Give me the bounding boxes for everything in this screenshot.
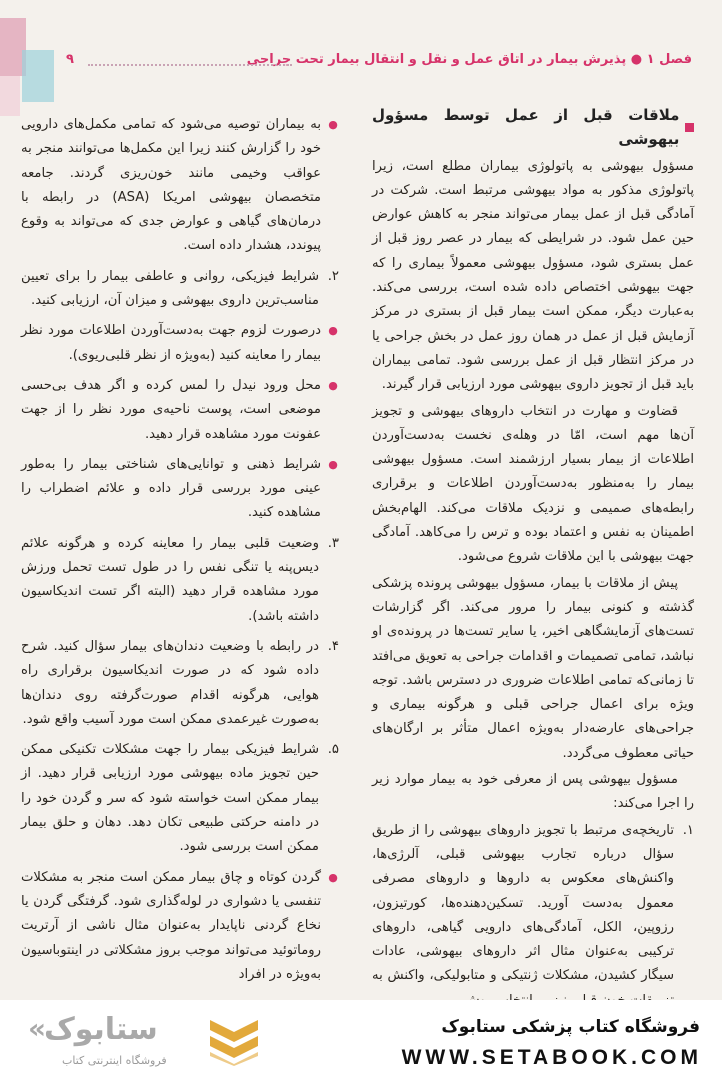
decor-block-light-pink <box>0 76 20 116</box>
item-text: شرایط فیزیکی بیمار را جهت مشکلات تکنیکی ممکن حین تجویز ماده بیهوشی مورد ارزیابی قرار دهید. از بیمار ممکن است خواسته شود که سر و گردن خود را در دامنه حرکتی طبیعی تکان دهد. دهان و حلق بیمار ممکن است بررسی شود. <box>21 742 319 855</box>
numbered-item <box>21 532 339 629</box>
chapter-title: فصل ۱ ● پذیرش بیمار در اتاق عمل و نقل و انتقال بیمار تحت جراحی <box>246 52 692 67</box>
bullet-dot-icon: ● <box>328 457 338 471</box>
heading-text: ملاقات قبل از عمل توسط مسؤول بیهوشی <box>372 106 680 149</box>
item-text: شرایط فیزیکی، روانی و عاطفی بیمار را برای تعیین مناسب‌ترین داروی بیهوشی و میزان آن، ارزیابی کنید. <box>21 268 319 309</box>
heading-square-icon <box>685 123 694 132</box>
store-logo-subtitle: فروشگاه اینترنتی کتاب <box>62 1054 167 1067</box>
item-number: ۵. <box>327 742 339 758</box>
store-banner <box>0 1000 722 1080</box>
item-text: در رابطه با وضعیت دندان‌های بیمار سؤال کنید. شرح داده شود که در صورت اندیکاسیون برقراری راه هوایی، هرگونه اقدام صورت‌گرفته روی دندان‌ها به‌صورت غیرعمدی ممکن است مورد آسیب واقع شود. <box>21 638 319 727</box>
paragraph: پیش از ملاقات با بیمار، مسؤول بیهوشی پرونده پزشکی گذشته و کنونی بیمار را مرور می‌کند. اگر گزارشات تست‌های آزمایشگاهی اخیر، یا سایر تست‌ها در پرونده‌ی او نباشد، تمامی تصمیمات و اقدامات جراحی به تعویق می‌افتد تا زمانی‌که تمامی اطلاعات ضروری در دسترس باشد. توجه ویژه برای اعمال جراحی قبلی و هرگونه بیماری و جراحی‌های عارضه‌دار به‌ویژه اعمال متأثر بر ارگان‌های حیاتی معطوف می‌گردد. <box>372 575 694 761</box>
item-text: محل ورود نیدل را لمس کرده و اگر هدف بی‌حسی موضعی است، پوست ناحیه‌ی مورد نظر را از جهت عفونت مورد مشاهده قرار دهید. <box>21 377 321 442</box>
item-text: وضعیت قلبی بیمار را معاینه کرده و هرگونه علائم دیس‌پنه یا تنگی نفس را در طول تست تحمل ورزش مورد مشاهده قرار دهید (البته اگر تست اندیکاسیون داشته باشد). <box>21 535 319 624</box>
item-number: ۲. <box>327 268 339 284</box>
bullet-item <box>21 374 339 447</box>
item-text: به بیماران توصیه می‌شود که تمامی مکمل‌های دارویی خود را گزارش کنند زیرا این مکمل‌ها می‌توانند منجر به عواقب وخیمی مانند خون‌ریزی گردند. جامعه متخصصان بیهوشی امریکا (ASA) در رابطه با درمان‌های گیاهی و عوارض جدی که می‌تواند به وقوع پیوندد، هشدار داده است. <box>21 117 321 254</box>
double-chevron-icon: « <box>28 1012 47 1045</box>
left-column <box>21 113 339 993</box>
header-dotted-rule <box>88 64 292 66</box>
numbered-item <box>21 738 339 859</box>
decor-block-teal <box>22 50 54 102</box>
section-heading <box>372 103 694 152</box>
numbered-item <box>372 819 694 1013</box>
item-text: تاریخچه‌ی مرتبط با تجویز داروهای بیهوشی را از طریق سؤال درباره تجارب بیهوشی قبلی، آلرژی‌ها، واکنش‌های معکوس به داروها و داروهای مصرفی معمول به‌دست آورید. تسکین‌دهنده‌ها، کورتیزون، رزوپین، الکل، آمادگی‌های دارویی گیاهی، داروهای ترکیبی به‌عنوان مثال اثر داروهای بیهوشی، عادات سیگار کشیدن، مشکلات ژنتیکی و متابولیکی، واکنش به <box>372 822 674 984</box>
store-url-link[interactable]: WWW.SETABOOK.COM <box>401 1046 702 1069</box>
chevron-logo-icon <box>206 1016 262 1066</box>
paragraph: مسؤول بیهوشی پس از معرفی خود به بیمار موارد زیر را اجرا می‌کند: <box>372 772 694 812</box>
paragraph: قضاوت و مهارت در انتخاب داروهای بیهوشی و تجویز آن‌ها مهم است، امّا در وهله‌ی نخست به‌دست‌آوردن اطلاعات از بیمار بسیار ارزشمند است. مسؤول بیهوشی بیمار را به‌منظور به‌دست‌آوردن اطلاعات و برقراری رابطه‌های صمیمی و نزدیک ملاقات می‌کند. الهام‌بخش اطمینان به نفس و اعتماد بوده و ترس را می‌کاهد. آمادگی جهت بیهوشی با این ملاقات شروع می‌شود. <box>372 403 694 565</box>
item-number: ۱. <box>682 822 694 838</box>
bullet-item <box>21 113 339 259</box>
item-text: شرایط ذهنی و توانایی‌های شناختی بیمار را به‌طور عینی مورد بررسی قرار داده و علائم اضطراب را مشاهده کنید. <box>21 456 321 521</box>
item-text: گردن کوتاه و چاق بیمار ممکن است منجر به مشکلات تنفسی یا دشواری در لوله‌گذاری شود. گرفتگی گردن یا نخاع گردنی ناپایدار به‌عنوان مثال ناشی از آرتریت روماتوئید می‌تواند موجب بروز مشکلاتی در اینتوباسیون به‌ویژه در افراد <box>21 869 321 982</box>
store-title: فروشگاه کتاب پزشکی ستابوک <box>441 1017 700 1037</box>
bullet-dot-icon: ● <box>328 378 338 392</box>
store-logo-text[interactable]: ستابوک <box>44 1012 158 1047</box>
bullet-dot-icon: ● <box>328 118 338 131</box>
item-text: درصورت لزوم جهت به‌دست‌آوردن اطلاعات مورد نظر بیمار را معاینه کنید (به‌ویژه از نظر قلبی‌ریوی). <box>21 323 321 363</box>
page-number: ۹ <box>66 52 74 67</box>
page-header <box>66 50 692 74</box>
paragraph: مسؤول بیهوشی به پاتولوژی بیماران مطلع است، زیرا پاتولوژی مذکور به مواد بیهوشی مرتبط است. شرکت در آمادگی قبل از عمل بیمار می‌تواند منجر به کاهش عوارض حین عمل شود. در شرایطی که بیمار در عصر روز قبل از عمل بستری شود، مسؤول بیهوشی معمولاً بیماری را که جهت بیهوشی اختصاص داده شده است، بررسی می‌کند. به‌عبارت دیگر، ممکن است بیمار قبل از بستری در مرکز آزمایش قبل از عمل در همان روز عمل در بخش جراحی یا در مرکز انتظار قبل از عمل بررسی شود. تمامی بیماران باید قبل از تجویز داروی بیهوشی مورد ارزیابی قرار گیرند. <box>372 158 694 393</box>
bullet-item <box>21 866 339 987</box>
bullet-item <box>21 319 339 368</box>
bullet-dot-icon: ● <box>328 870 338 884</box>
item-number: ۳. <box>327 535 339 551</box>
numbered-item <box>21 265 339 314</box>
item-number: ۴. <box>327 638 339 654</box>
numbered-item <box>21 635 339 732</box>
bullet-item <box>21 453 339 526</box>
right-column <box>372 103 694 1019</box>
bullet-dot-icon: ● <box>328 324 338 338</box>
